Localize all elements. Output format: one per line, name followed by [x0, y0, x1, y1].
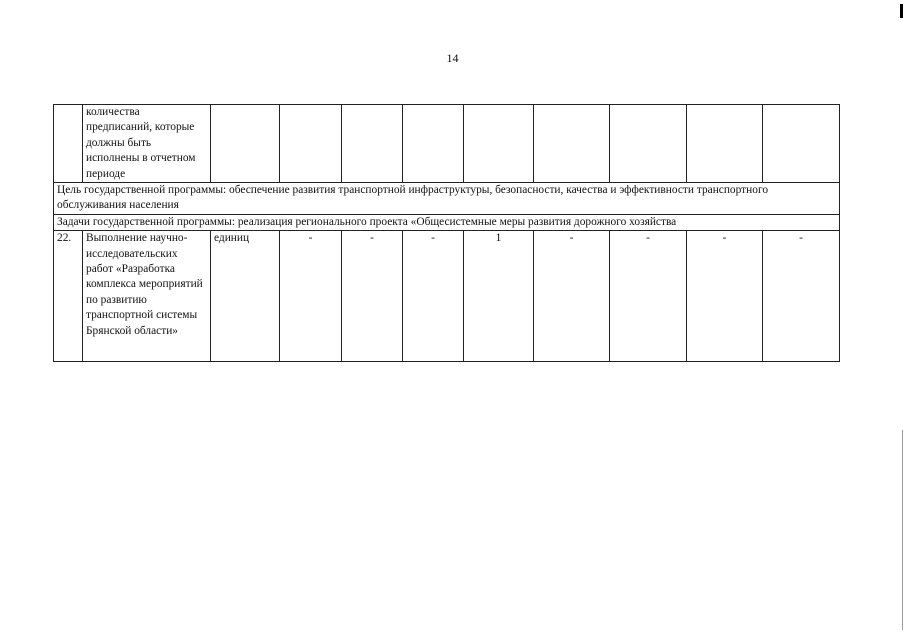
- value-cell: [610, 105, 687, 183]
- value-cell: -: [403, 231, 464, 362]
- value-cell: -: [280, 231, 342, 362]
- value-cell: [464, 105, 534, 183]
- scan-edge-line: [902, 430, 903, 630]
- value-cell: -: [534, 231, 610, 362]
- value-cell: [687, 105, 763, 183]
- scan-edge-mark: [900, 4, 903, 18]
- value-cell: -: [610, 231, 687, 362]
- page-number: 14: [446, 51, 459, 65]
- indicators-table: [53, 104, 840, 362]
- value-cell: [763, 105, 840, 183]
- row-number-cell: [54, 105, 83, 183]
- table-row: [54, 231, 840, 362]
- indicator-name-cell: Выполнение научно-исследовательских работ «Разработка комплекса мероприятий по развитию транспортной системы Брянской области»: [83, 231, 211, 362]
- unit-cell: [211, 105, 280, 183]
- value-cell: -: [687, 231, 763, 362]
- value-cell: [403, 105, 464, 183]
- value-cell: -: [342, 231, 403, 362]
- value-cell: -: [763, 231, 840, 362]
- value-cell: [342, 105, 403, 183]
- indicator-name-cell: количества предписаний, которые должны быть исполнены в отчетном периоде: [83, 105, 211, 183]
- row-number-cell: 22.: [54, 231, 83, 362]
- value-cell: [280, 105, 342, 183]
- table-row: [54, 105, 840, 183]
- value-cell: 1: [464, 231, 534, 362]
- unit-cell: единиц: [211, 231, 280, 362]
- value-cell: [534, 105, 610, 183]
- program-tasks-row: Задачи государственной программы: реализация регионального проекта «Общесистемные меры развития дорожного хозяйства: [54, 214, 840, 230]
- table-row: [54, 183, 840, 215]
- table-row: [54, 214, 840, 230]
- program-goal-row: Цель государственной программы: обеспечение развития транспортной инфраструктуры, безопасности, качества и эффективности транспортного обслуживания населения: [54, 183, 840, 215]
